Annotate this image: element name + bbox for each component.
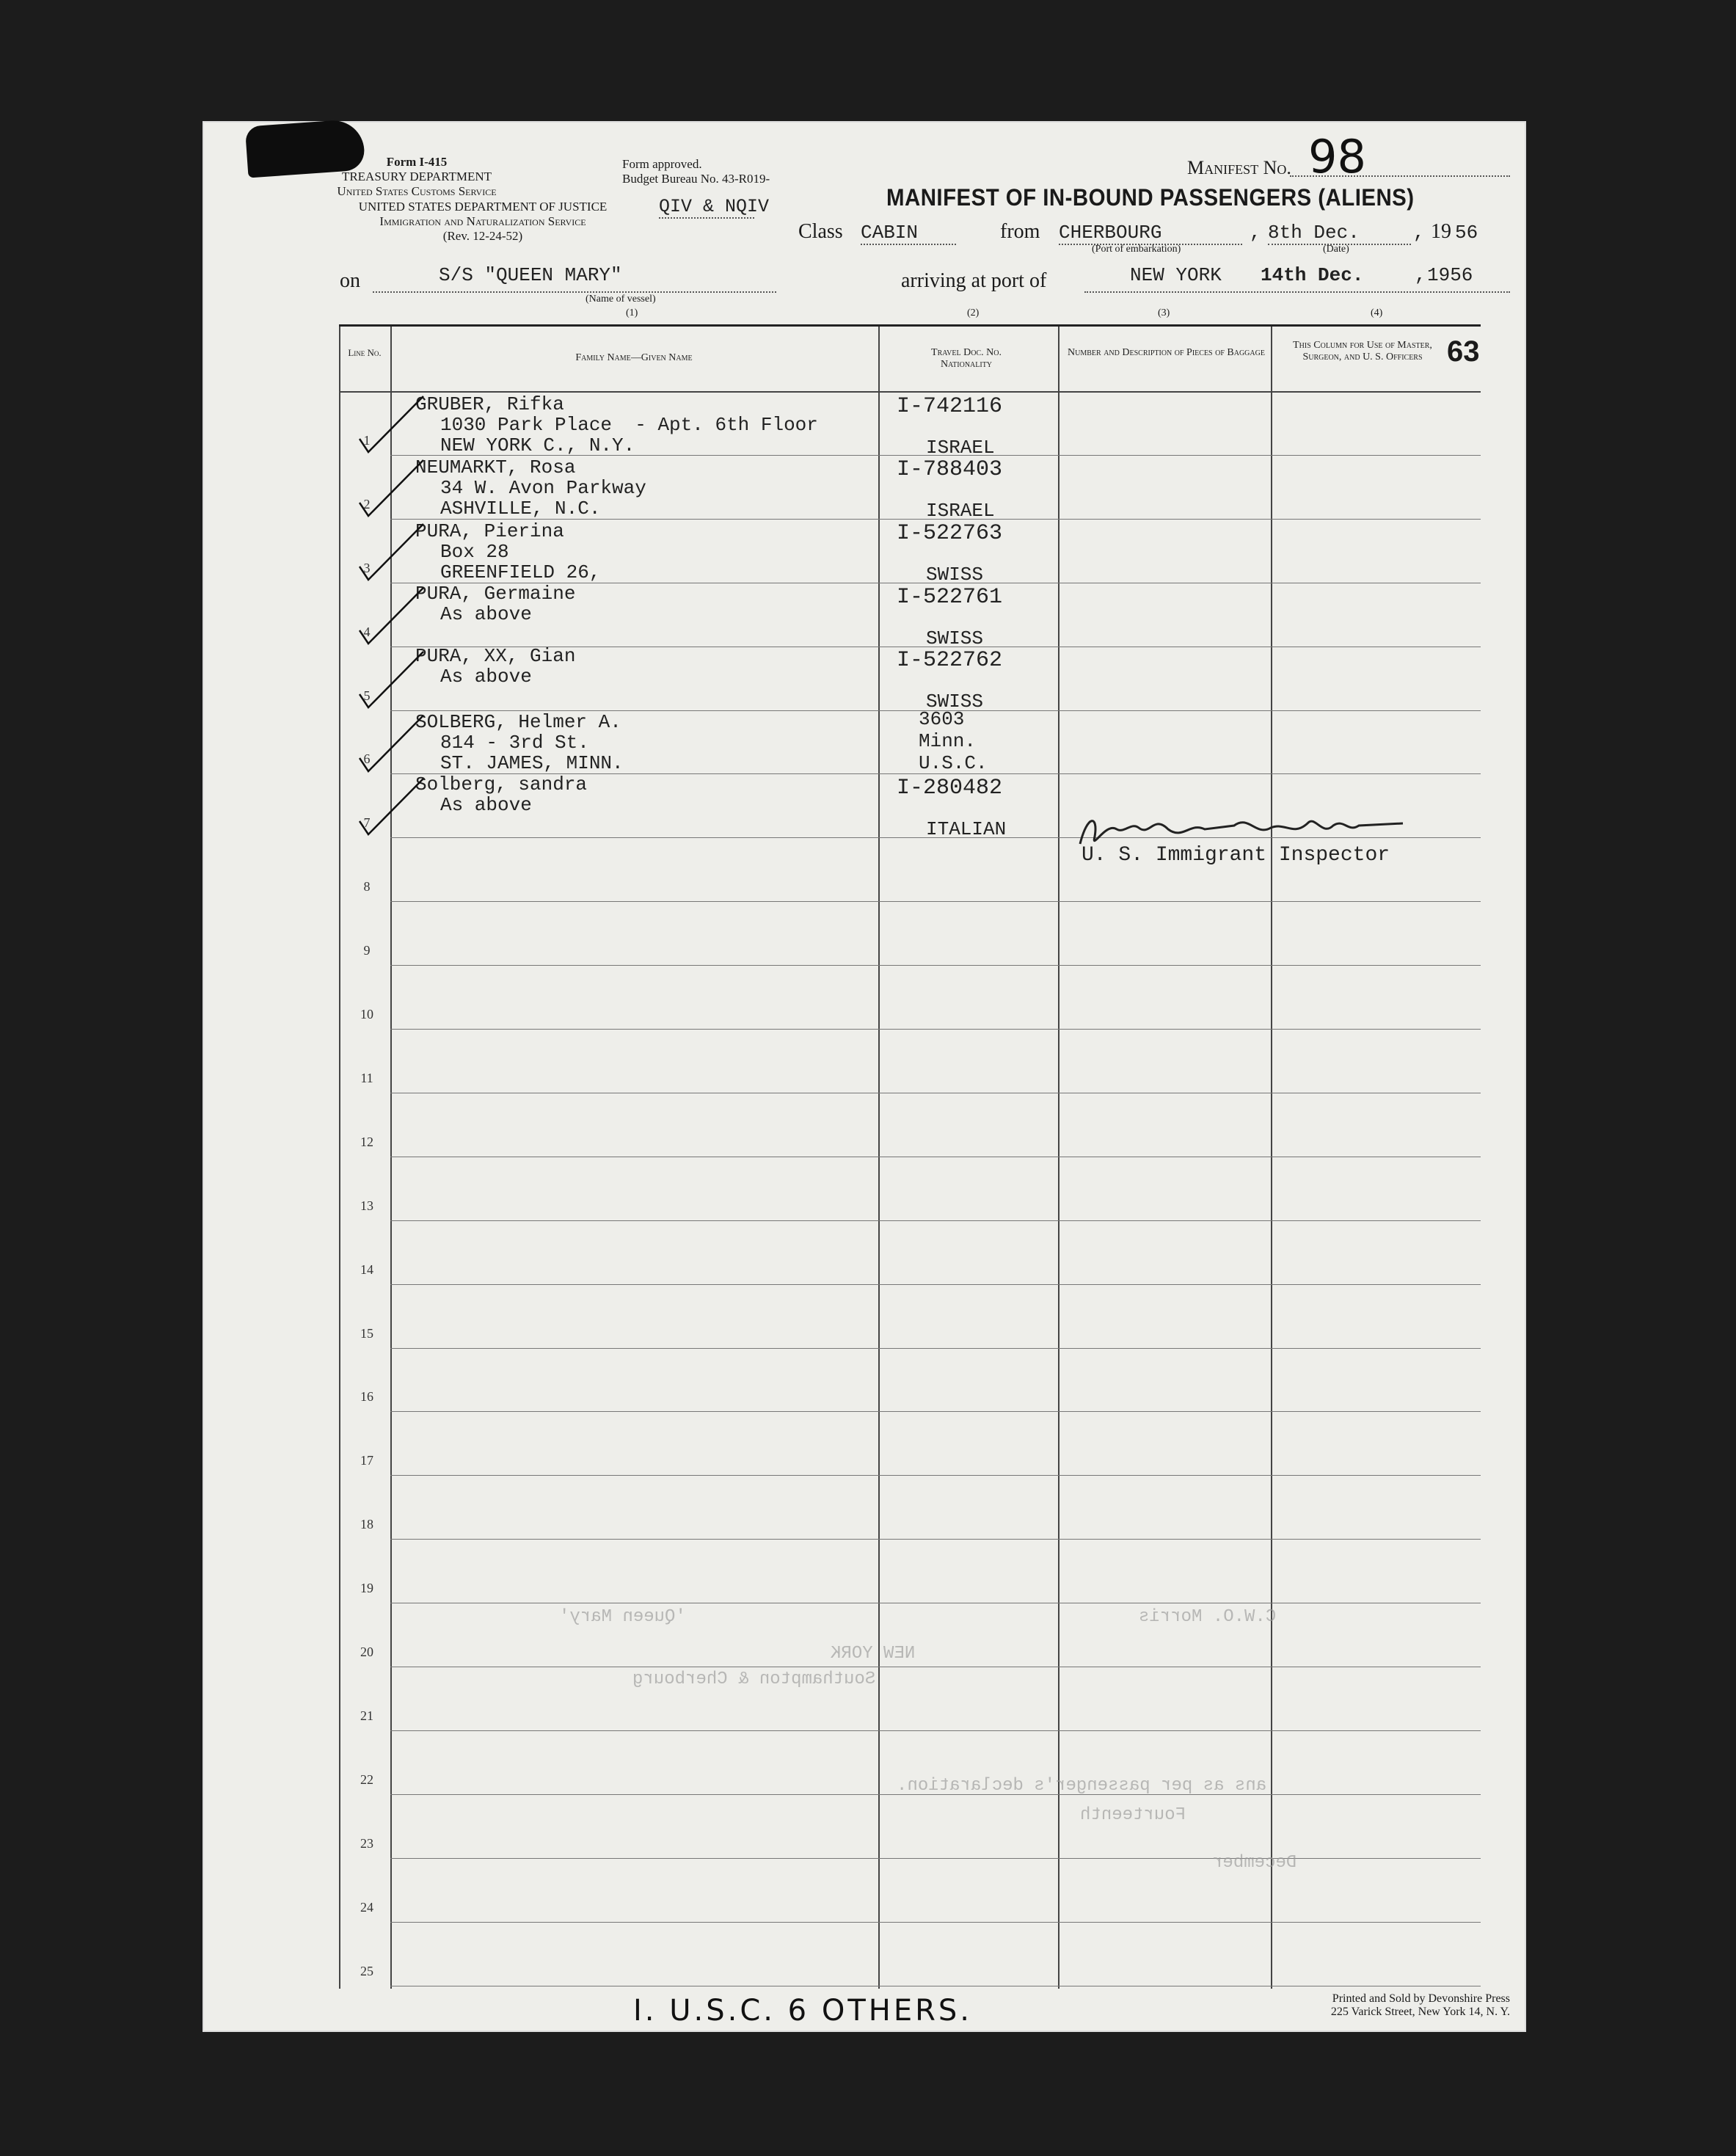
nationality-6: U.S.C.: [919, 752, 988, 774]
line-number: 4: [363, 624, 371, 639]
caption-3: (3): [1158, 307, 1170, 318]
line-number: 24: [360, 1899, 373, 1915]
nationality-4: SWISS: [926, 627, 984, 649]
row-divider: [390, 1029, 1481, 1030]
passenger-1: [415, 394, 818, 456]
passenger-table: [339, 324, 1481, 1989]
header-line-no: Line No.: [348, 347, 382, 358]
vessel-caption: (Name of vessel): [586, 294, 656, 305]
passenger-tally: I. U.S.C. 6 OTHERS.: [633, 1994, 973, 2028]
manifest-number: 98: [1308, 130, 1366, 183]
travel-doc-3: I-522763: [897, 521, 1003, 546]
row-divider: [390, 965, 1481, 966]
arriving-label: arriving at port of: [901, 269, 1047, 292]
printer-block: [1231, 1992, 1510, 2019]
check-mark: [354, 395, 434, 468]
form-number: Form I-415: [386, 155, 448, 169]
address-line: Box 28: [440, 541, 509, 563]
row-divider: [390, 1284, 1481, 1285]
row-divider: [390, 901, 1481, 902]
travel-doc-6: [919, 708, 988, 774]
line-number: 7: [363, 815, 371, 831]
from-date: 8th Dec.: [1268, 222, 1411, 245]
line-number: 16: [360, 1389, 373, 1405]
bleed-through-text: ans as per passenger's declaration.: [897, 1776, 1267, 1796]
line-number: 22: [360, 1771, 373, 1787]
manifest-page: Form I-415 TREASURY DEPARTMENT United States Customs Service UNITED STATES DEPARTMENT OF JUSTICE Immigration and Naturalization Service (Rev. 12-24-52) Form approved. Budget Bureau No. 43-R019- QIV & NQIV Manifest No. 98 MANIFEST OF IN-BOUND PASSENGERS (ALIENS) Class CABIN from CHERBOURG (Port of embarkation) , 8th Dec. (Date) , 19 56 on S/S "QUEEN MARY" (Name of vessel) (1) arriving at port of NEW YORK 14th Dec. , 1956 (2) (3) (4) Line No. Family Name—Given Name Travel Doc. No. Nationality Number and Description of Pieces of Baggage This Column for Use of Master, Surgeon, and U. S. Officers 63 1 2 3 4 5 6 7 8 9 10 11 12 13 14 15 16 17 18 19 20 21 22 23 24 25 GRUBER, Rifka 1030 Park Place - Apt. 6th Floor NEW YORK C., N.Y. I-742116 ISRAEL NEUMARKT, Rosa 34 W. Avon Parkway ASHVILLE, N.C. I-788403 ISRAEL PURA, Pierina Box 28 GREENFIELD 26, I-522763 SWISS PURA, Germaine As above I-522761 SWISS PURA, XX, Gian As above I-522762 SWISS SOLBERG, Helmer A. 814 - 3rd St. ST. JAMES, MINN. 3603 Minn. U.S.C. Solberg, sandra As above I-280482 ITALIAN U. S. Immigrant Inspector 'Queen Mary' C.W.O. Morris NEW YORK Southampton & Cherbourg ans as per passenger's declaration. Fourteenth December I. U.S.C. 6 OTHERS. Printed and Sold by Devonshire Press 225 Varick Street, New York 14, N. Y.: [204, 123, 1525, 2031]
port-caption: (Port of embarkation): [1092, 244, 1181, 255]
header-officers: This Column for Use of Master, Surgeon, and U. S. Officers: [1293, 340, 1432, 363]
check-mark: [354, 586, 434, 660]
nationality-5: SWISS: [926, 691, 984, 713]
line-number: 14: [360, 1261, 373, 1277]
form-approved: Form approved.: [622, 157, 702, 171]
line-number: 15: [360, 1325, 373, 1341]
address-line: NEW YORK C., N.Y.: [440, 434, 635, 456]
treasury-dept: TREASURY DEPARTMENT: [341, 170, 492, 183]
check-mark: [354, 777, 434, 851]
passenger-5: [415, 646, 575, 687]
doc-number: 3603: [919, 708, 965, 730]
passenger-2: [415, 457, 646, 519]
travel-doc-5: I-522762: [897, 648, 1003, 673]
row-divider: [390, 1922, 1481, 1923]
arrival-date: 14th Dec.: [1261, 264, 1364, 286]
line-number: 21: [360, 1708, 373, 1723]
caption-1: (1): [626, 307, 638, 318]
travel-doc-1: I-742116: [897, 394, 1003, 419]
address-line: 1030 Park Place - Apt. 6th Floor: [440, 414, 818, 436]
line-number: 13: [360, 1198, 373, 1213]
printer-address: 225 Varick Street, New York 14, N. Y.: [1330, 2006, 1510, 2018]
nationality-2: ISRAEL: [926, 500, 995, 522]
line-number: 10: [360, 1007, 373, 1021]
passenger-name: PURA, XX, Gian: [415, 645, 576, 667]
row-divider: [390, 1411, 1481, 1412]
row-divider: [390, 1730, 1481, 1731]
caption-4: (4): [1371, 307, 1383, 318]
line-number: 8: [363, 879, 371, 895]
date-caption: (Date): [1323, 244, 1349, 255]
check-mark: [354, 714, 434, 787]
address-line: 814 - 3rd St.: [440, 732, 589, 754]
row-divider: [390, 1858, 1481, 1859]
line-number: 9: [363, 943, 371, 958]
line-number: 18: [360, 1517, 373, 1532]
address-line: As above: [440, 794, 532, 816]
header-baggage: Number and Description of Pieces of Baggage: [1068, 347, 1265, 358]
check-mark: [354, 650, 434, 724]
arrival-port: NEW YORK: [1130, 264, 1222, 286]
revision: (Rev. 12-24-52): [442, 229, 523, 243]
address-line: ST. JAMES, MINN.: [440, 752, 624, 774]
row-divider: [390, 1348, 1481, 1349]
address-line: As above: [440, 666, 532, 688]
document-title: MANIFEST OF IN-BOUND PASSENGERS (ALIENS): [886, 184, 1415, 211]
travel-doc-2: I-788403: [897, 457, 1003, 482]
line-number: 12: [360, 1134, 373, 1149]
bleed-through-text: 'Queen Mary': [559, 1607, 686, 1627]
travel-doc-7: I-280482: [897, 776, 1003, 801]
row-divider: [390, 1220, 1481, 1221]
line-number: 6: [363, 751, 371, 767]
row-divider: [390, 1475, 1481, 1476]
row-divider: [390, 1539, 1481, 1540]
passenger-name: GRUBER, Rifka: [415, 393, 564, 415]
line-number: 11: [360, 1070, 373, 1085]
dept-block: [329, 155, 505, 199]
class-code: QIV & NQIV: [659, 196, 770, 217]
line-number: 23: [360, 1835, 373, 1851]
line-number: 19: [360, 1581, 373, 1596]
address-line: GREENFIELD 26,: [440, 561, 601, 583]
bleed-through-text: NEW YORK: [831, 1644, 916, 1664]
page-count: 63: [1447, 335, 1480, 368]
passenger-6: [415, 712, 624, 773]
passenger-name: Solberg, sandra: [415, 773, 588, 795]
justice-block: [336, 200, 630, 244]
nationality-1: ISRAEL: [926, 437, 995, 459]
caption-2: (2): [967, 307, 980, 318]
class-value: CABIN: [861, 222, 956, 245]
arrival-year: 1956: [1427, 264, 1473, 286]
passenger-name: SOLBERG, Helmer A.: [415, 711, 621, 733]
passenger-4: [415, 583, 575, 624]
travel-doc-4: I-522761: [897, 585, 1003, 610]
line-number: 3: [363, 560, 371, 575]
check-mark: [354, 522, 434, 596]
justice-dept: UNITED STATES DEPARTMENT OF JUSTICE: [358, 200, 608, 214]
line-number: 25: [360, 1963, 373, 1978]
check-mark: [354, 459, 434, 532]
on-label: on: [340, 269, 360, 292]
line-number: 5: [363, 688, 371, 703]
passenger-name: PURA, Germaine: [415, 583, 576, 605]
budget-bureau: Budget Bureau No. 43-R019-: [622, 172, 770, 186]
line-number: 20: [360, 1645, 373, 1659]
approval-block: [622, 157, 784, 186]
bleed-through-text: Southampton & Cherbourg: [632, 1669, 876, 1689]
printer-name: Printed and Sold by Devonshire Press: [1332, 1992, 1510, 2005]
bleed-through-text: C.W.O. Morris: [1139, 1607, 1277, 1627]
from-year: 56: [1455, 222, 1478, 244]
bleed-through-text: Fourteenth: [1080, 1805, 1186, 1825]
vessel-name: S/S "QUEEN MARY": [439, 264, 622, 286]
from-label: from: [1000, 220, 1040, 243]
address-line: As above: [440, 603, 532, 625]
line-number: 2: [363, 496, 371, 511]
line-number: 17: [360, 1453, 373, 1468]
address-line: ASHVILLE, N.C.: [440, 498, 601, 520]
header-travel-doc: Travel Doc. No. Nationality: [931, 347, 1002, 370]
passenger-name: NEUMARKT, Rosa: [415, 456, 576, 478]
bleed-through-text: December: [1212, 1853, 1297, 1873]
nationality-3: SWISS: [926, 564, 984, 586]
address-line: 34 W. Avon Parkway: [440, 477, 646, 499]
class-label: Class: [798, 220, 843, 243]
inspector-title: U. S. Immigrant Inspector: [1082, 844, 1390, 867]
manifest-label: Manifest No.: [1187, 157, 1291, 178]
doc-state: Minn.: [919, 730, 977, 752]
passenger-3: [415, 521, 600, 583]
from-port: CHERBOURG: [1059, 222, 1242, 245]
header-name: Family Name—Given Name: [575, 352, 693, 363]
nationality-7: ITALIAN: [926, 818, 1007, 840]
ins-service: Immigration and Naturalization Service: [379, 214, 586, 228]
from-year-prefix: 19: [1431, 220, 1451, 243]
passenger-7: [415, 774, 587, 815]
line-number: 1: [363, 432, 371, 448]
customs-service: United States Customs Service: [337, 184, 497, 198]
passenger-name: PURA, Pierina: [415, 520, 564, 542]
